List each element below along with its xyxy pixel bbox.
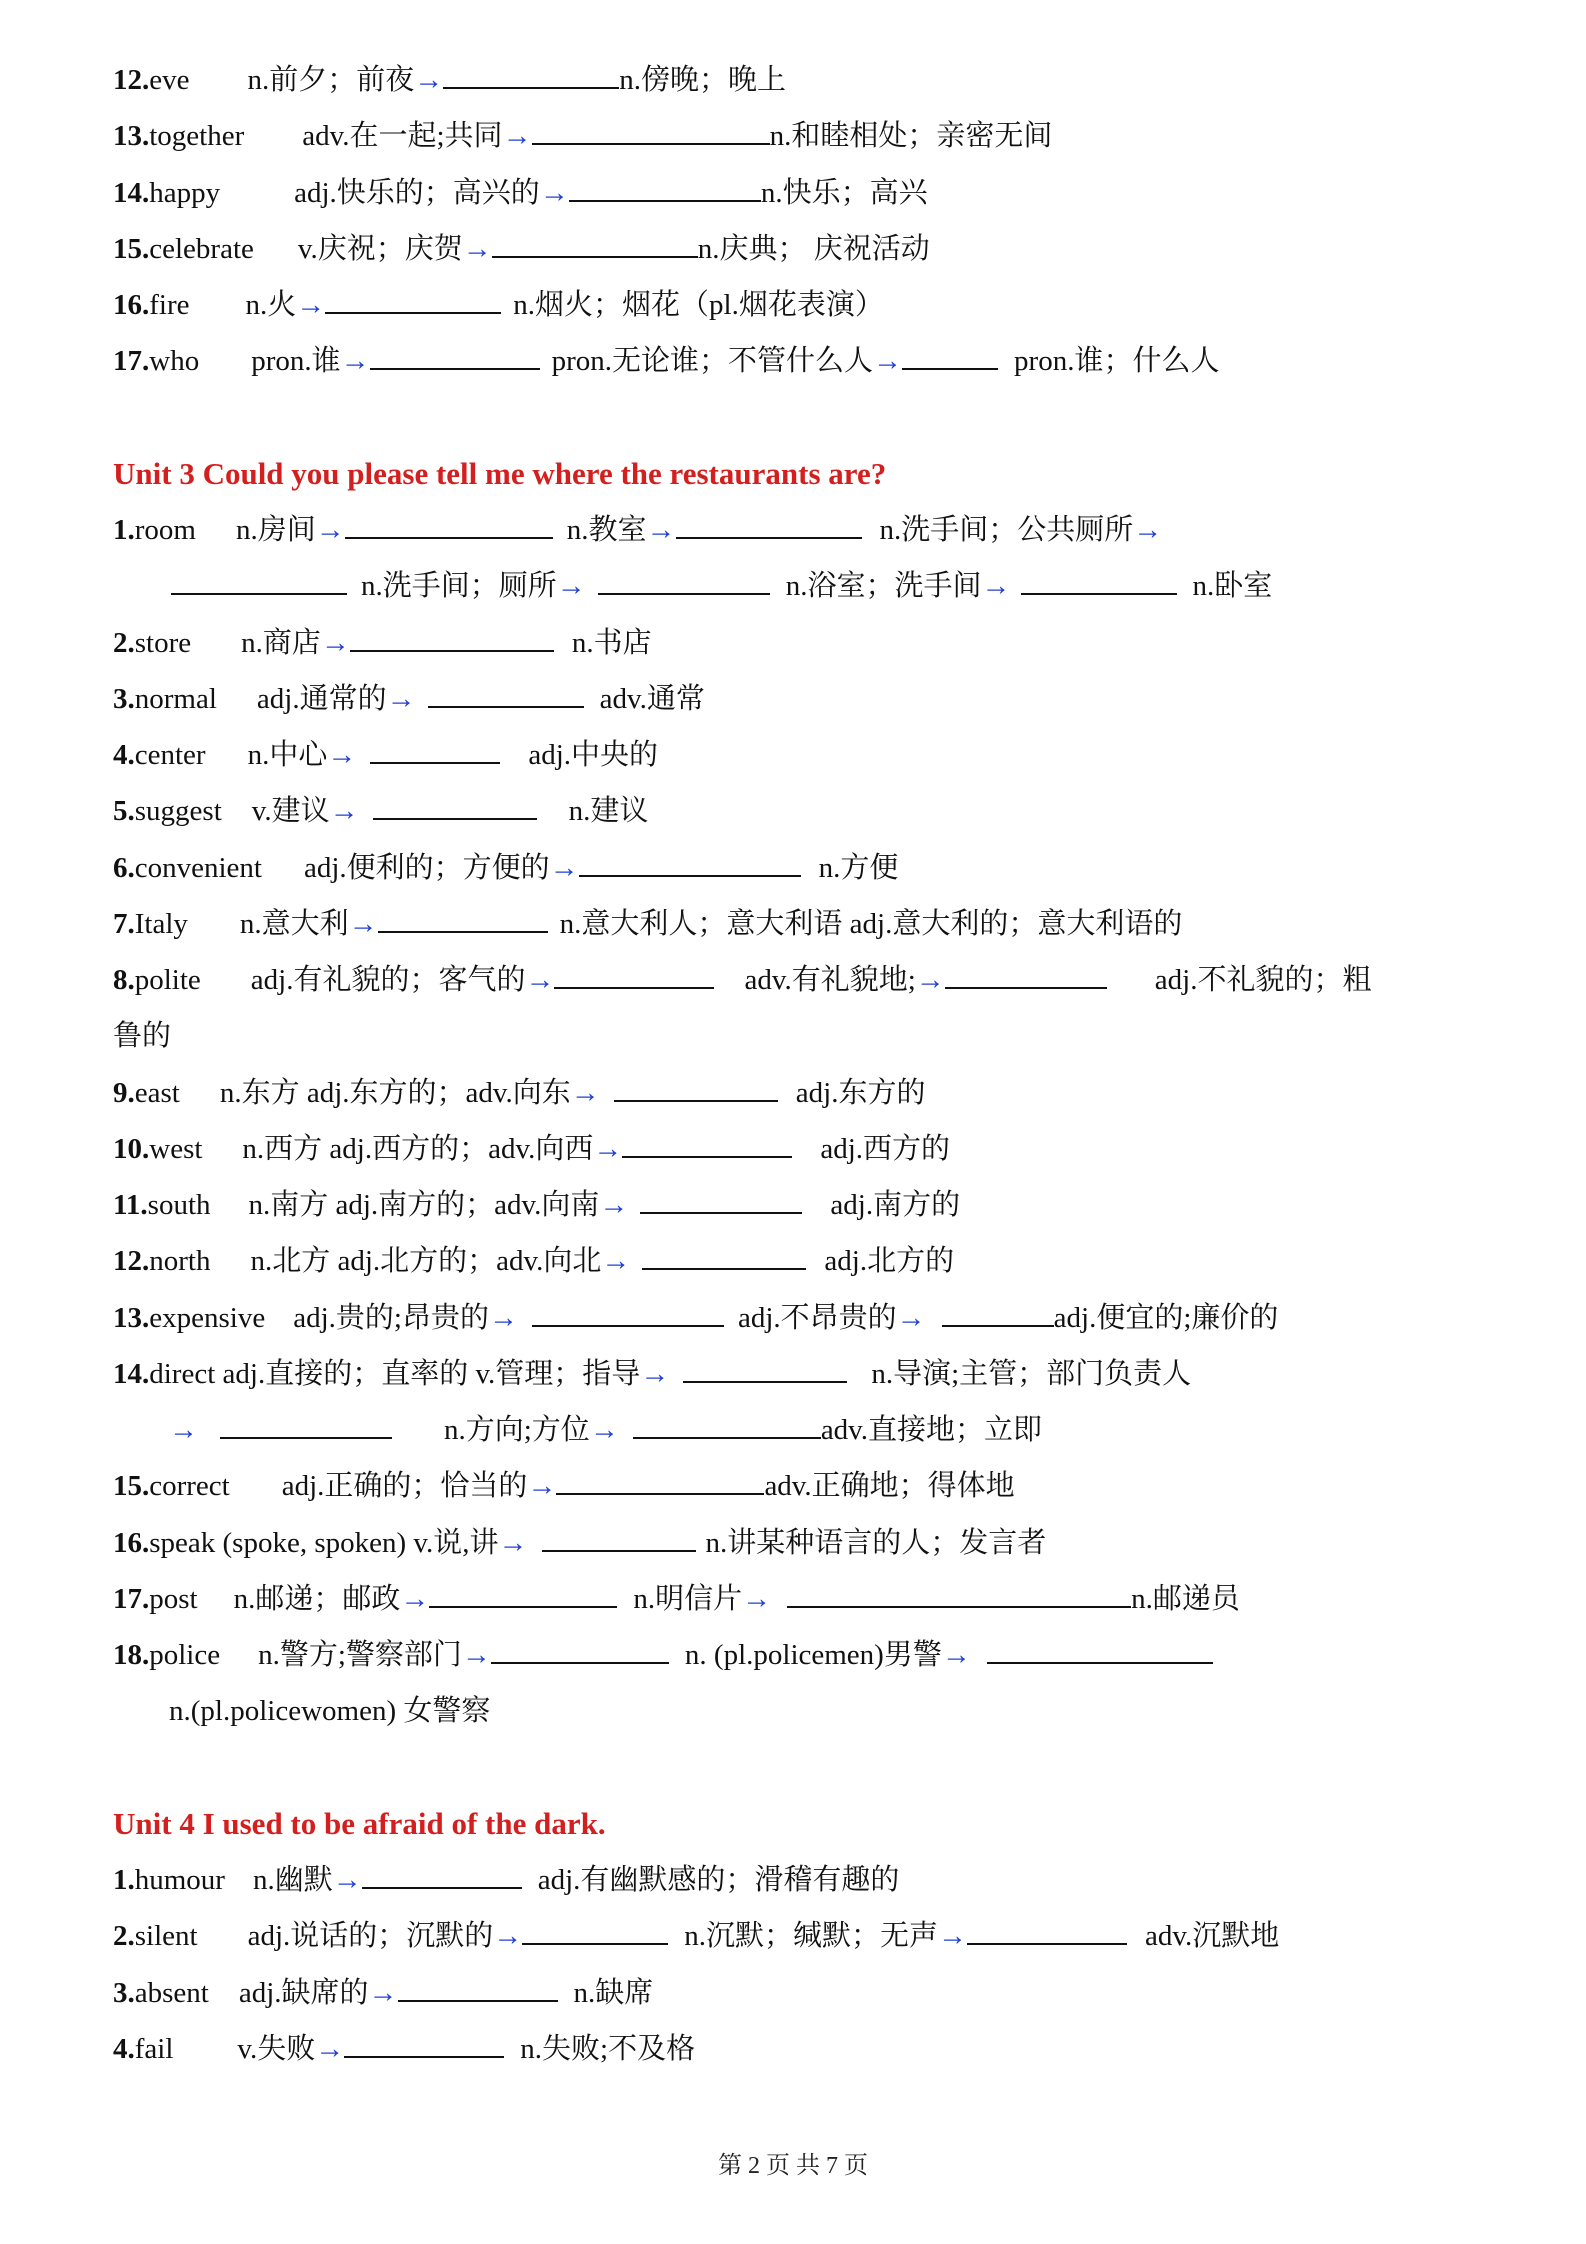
word-text: n.洗手间；公共厕所 xyxy=(879,514,1134,546)
item-number: 8. xyxy=(113,964,135,996)
answer-blank[interactable] xyxy=(676,513,862,539)
answer-blank[interactable] xyxy=(642,1244,806,1270)
word-text: v.失败 xyxy=(237,2032,316,2065)
word-text: speak (spoke, spoken) v.说,讲 xyxy=(149,1526,499,1559)
arrow-icon: → xyxy=(462,232,492,265)
word-text: n.西方 adj.西方的；adv.向西 xyxy=(242,1132,594,1165)
word-text: n.讲某种语言的人；发言者 xyxy=(705,1526,1047,1559)
arrow-icon: → xyxy=(386,682,416,715)
word-text: silent xyxy=(134,1920,198,1953)
vocab-line xyxy=(113,783,1513,839)
blank-line xyxy=(113,390,1513,446)
answer-blank[interactable] xyxy=(902,344,998,370)
word-text: n.东方 adj.东方的；adv.向东 xyxy=(219,1076,571,1109)
unit-heading: Unit 4 I used to be afraid of the dark. xyxy=(113,1805,606,1841)
arrow-icon: → xyxy=(502,120,532,153)
word-text: n.方向;方位 xyxy=(444,1414,590,1446)
vocab-line xyxy=(113,615,1513,671)
arrow-icon: → xyxy=(296,289,326,321)
answer-blank[interactable] xyxy=(492,232,698,258)
word-text: n.洗手间；厕所 xyxy=(361,570,557,603)
word-text: n.前夕；前夜 xyxy=(247,64,415,96)
arrow-icon: → xyxy=(414,64,444,96)
item-number: 16. xyxy=(113,289,150,321)
word-text: n.火 xyxy=(245,289,297,321)
word-text: n.(pl.policewomen) 女警察 xyxy=(169,1695,491,1728)
answer-blank[interactable] xyxy=(522,1919,668,1945)
word-text: center xyxy=(134,739,206,771)
answer-blank[interactable] xyxy=(1021,569,1177,595)
word-text: adv.有礼貌地; xyxy=(744,964,916,996)
arrow-icon: → xyxy=(742,1582,772,1615)
arrow-icon: → xyxy=(327,739,357,771)
word-text: absent xyxy=(134,1976,209,2009)
arrow-icon: → xyxy=(169,1414,198,1446)
item-number: 1. xyxy=(113,1864,135,1896)
vocab-line xyxy=(113,1233,1513,1289)
answer-blank[interactable] xyxy=(987,1638,1213,1664)
word-text: adv.在一起;共同 xyxy=(302,120,503,153)
item-number: 9. xyxy=(113,1076,135,1109)
arrow-icon: → xyxy=(938,1920,968,1953)
word-text: normal xyxy=(134,682,217,715)
answer-blank[interactable] xyxy=(350,626,554,652)
word-text: n.明信片 xyxy=(633,1582,743,1615)
vocab-line xyxy=(113,165,1513,221)
item-number: 14. xyxy=(113,1357,150,1390)
vocab-line xyxy=(113,1008,1513,1064)
word-text: n.意大利 xyxy=(239,907,349,940)
answer-blank[interactable] xyxy=(942,1301,1054,1327)
item-number: 10. xyxy=(113,1132,150,1165)
word-text: adj.快乐的；高兴的 xyxy=(294,176,540,209)
vocab-line xyxy=(113,1065,1513,1121)
answer-blank[interactable] xyxy=(429,1582,617,1608)
answer-blank[interactable] xyxy=(345,513,553,539)
word-text: n.方便 xyxy=(818,851,899,884)
word-text: east xyxy=(134,1076,180,1109)
page-footer: 第 2 页 共 7 页 xyxy=(718,2153,868,2179)
arrow-icon: → xyxy=(873,345,903,378)
word-text: together xyxy=(149,120,245,153)
word-text: adj.东方的 xyxy=(795,1076,926,1109)
vocab-line xyxy=(113,221,1513,277)
word-text: n.商店 xyxy=(241,626,321,659)
word-text: v.建议 xyxy=(251,795,330,828)
word-text: adj.西方的 xyxy=(820,1132,951,1165)
vocab-line xyxy=(113,1908,1513,1964)
word-text: adv.直接地；立即 xyxy=(820,1414,1043,1446)
word-text: adj.缺席的 xyxy=(238,1976,369,2009)
item-number: 18. xyxy=(113,1639,150,1671)
vocab-line xyxy=(113,1346,1513,1402)
word-text: adj.贵的;昂贵的 xyxy=(293,1301,489,1334)
answer-blank[interactable] xyxy=(967,1919,1127,1945)
answer-blank[interactable] xyxy=(532,119,770,145)
arrow-icon: → xyxy=(368,1976,398,2009)
word-text: n.意大利人；意大利语 adj.意大利的；意大利语的 xyxy=(559,907,1183,940)
word-text: adv.正确地；得体地 xyxy=(764,1470,1015,1503)
unit-heading: Unit 3 Could you please tell me where the restaurants are? xyxy=(113,455,887,491)
word-text: adv.沉默地 xyxy=(1145,1920,1280,1953)
word-text: pron.无论谁；不管什么人 xyxy=(551,345,874,378)
arrow-icon: → xyxy=(593,1132,623,1165)
answer-blank[interactable] xyxy=(362,1863,522,1889)
word-text: pron.谁；什么人 xyxy=(1014,345,1220,378)
word-text: humour xyxy=(134,1864,225,1896)
word-text: n.邮递员 xyxy=(1131,1582,1240,1615)
answer-blank[interactable] xyxy=(598,569,770,595)
word-text: n.沉默；缄默；无声 xyxy=(684,1920,939,1953)
word-text: adj.便利的；方便的 xyxy=(303,851,550,884)
word-text: n.和睦相处；亲密无间 xyxy=(769,120,1053,153)
word-text: north xyxy=(149,1245,211,1278)
vocab-line xyxy=(113,840,1513,896)
answer-blank[interactable] xyxy=(554,963,714,989)
answer-blank[interactable] xyxy=(428,682,584,708)
answer-blank[interactable] xyxy=(370,344,540,370)
vocab-line xyxy=(113,108,1513,164)
answer-blank[interactable] xyxy=(378,907,548,933)
item-number: 13. xyxy=(113,1301,150,1334)
arrow-icon: → xyxy=(498,1526,528,1559)
item-number: 3. xyxy=(113,1976,135,2009)
word-text: n.幽默 xyxy=(252,1864,333,1896)
word-text: n.建议 xyxy=(568,795,649,828)
word-text: adj.北方的 xyxy=(824,1245,955,1278)
word-text: n.北方 adj.北方的；adv.向北 xyxy=(250,1245,602,1278)
arrow-icon: → xyxy=(646,514,676,546)
word-text: adj.不昂贵的 xyxy=(737,1301,897,1334)
answer-blank[interactable] xyxy=(683,1357,847,1383)
item-number: 16. xyxy=(113,1526,150,1559)
arrow-icon: → xyxy=(896,1301,926,1334)
item-number: 15. xyxy=(113,1470,150,1503)
answer-blank[interactable] xyxy=(443,63,619,89)
word-text: polite xyxy=(134,964,201,996)
word-text: fail xyxy=(134,2032,174,2065)
item-number: 17. xyxy=(113,345,150,378)
word-text: post xyxy=(149,1582,198,1615)
word-text: expensive xyxy=(149,1301,266,1334)
word-text: direct adj.直接的；直率的 v.管理；指导 xyxy=(149,1357,641,1390)
item-number: 14. xyxy=(113,176,150,209)
arrow-icon: → xyxy=(601,1245,631,1278)
word-text: n.教室 xyxy=(566,514,647,546)
answer-blank[interactable] xyxy=(398,1976,558,2002)
word-text: n.房间 xyxy=(235,514,316,546)
vocab-line xyxy=(113,558,1513,614)
answer-blank[interactable] xyxy=(622,1132,792,1158)
vocab-line xyxy=(113,1571,1513,1627)
blank-line xyxy=(113,1740,1513,1796)
answer-blank[interactable] xyxy=(491,1638,669,1664)
word-text: south xyxy=(147,1189,211,1221)
arrow-icon: → xyxy=(589,1414,619,1446)
arrow-icon: → xyxy=(981,570,1011,603)
word-text: pron.谁 xyxy=(251,345,341,378)
word-text: n.失败;不及格 xyxy=(520,2032,696,2065)
word-text: adj.通常的 xyxy=(256,682,387,715)
item-number: 12. xyxy=(113,64,150,96)
arrow-icon: → xyxy=(941,1639,971,1671)
word-text: adj.有礼貌的；客气的 xyxy=(250,964,526,996)
vocab-line xyxy=(113,1177,1513,1233)
answer-blank[interactable] xyxy=(633,1413,821,1439)
vocab-line xyxy=(113,2021,1513,2077)
word-text: n.书店 xyxy=(571,626,652,659)
vocab-line xyxy=(113,1290,1513,1346)
arrow-icon: → xyxy=(329,795,359,828)
word-text: celebrate xyxy=(149,232,254,265)
arrow-icon: → xyxy=(332,1864,362,1896)
answer-blank[interactable] xyxy=(542,1526,696,1552)
answer-blank[interactable] xyxy=(344,2032,504,2058)
vocab-line xyxy=(113,952,1513,1008)
word-text: n.烟火；烟花（pl.烟花表演） xyxy=(513,289,884,321)
word-text: adj.不礼貌的；粗 xyxy=(1154,964,1372,996)
arrow-icon: → xyxy=(539,176,569,209)
answer-blank[interactable] xyxy=(569,176,761,202)
arrow-icon: → xyxy=(556,570,586,603)
arrow-icon: → xyxy=(320,626,350,659)
vocab-line xyxy=(113,1627,1513,1683)
answer-blank[interactable] xyxy=(787,1582,1131,1608)
vocab-line xyxy=(113,671,1513,727)
vocab-line xyxy=(113,1852,1513,1908)
item-number: 3. xyxy=(113,682,135,715)
item-number: 4. xyxy=(113,739,135,771)
answer-blank[interactable] xyxy=(532,1301,724,1327)
word-text: west xyxy=(149,1132,203,1165)
word-text: adj.南方的 xyxy=(830,1189,961,1221)
item-number: 2. xyxy=(113,1920,135,1953)
word-text: Italy xyxy=(134,907,188,940)
word-text: convenient xyxy=(134,851,262,884)
word-text: happy xyxy=(149,176,221,209)
answer-blank[interactable] xyxy=(945,963,1107,989)
item-number: 4. xyxy=(113,2032,135,2065)
word-text: n.快乐；高兴 xyxy=(760,176,928,209)
answer-blank[interactable] xyxy=(325,288,501,314)
word-text: adj.中央的 xyxy=(528,739,659,771)
word-text: n.庆典； 庆祝活动 xyxy=(697,232,930,265)
word-text: n.卧室 xyxy=(1192,570,1273,603)
word-text: correct xyxy=(149,1470,230,1503)
answer-blank[interactable] xyxy=(556,1469,764,1495)
word-text: adj.有幽默感的；滑稽有趣的 xyxy=(537,1864,900,1896)
word-text: suggest xyxy=(134,795,222,828)
item-number: 12. xyxy=(113,1245,150,1278)
item-number: 7. xyxy=(113,907,135,940)
word-text: adj.正确的；恰当的 xyxy=(281,1470,528,1503)
word-text: fire xyxy=(149,289,190,321)
word-text: eve xyxy=(149,64,190,96)
answer-blank[interactable] xyxy=(171,569,347,595)
word-text: n.浴室；洗手间 xyxy=(785,570,982,603)
arrow-icon: → xyxy=(640,1357,670,1390)
arrow-icon: → xyxy=(400,1582,430,1615)
arrow-icon: → xyxy=(599,1189,629,1221)
answer-blank[interactable] xyxy=(370,738,500,764)
word-text: 鲁的 xyxy=(113,1020,172,1053)
item-number: 5. xyxy=(113,795,135,828)
word-text: n.导演;主管；部门负责人 xyxy=(871,1357,1192,1390)
item-number: 6. xyxy=(113,851,135,884)
word-text: adj.说话的；沉默的 xyxy=(247,1920,494,1953)
vocab-line xyxy=(113,1965,1513,2021)
arrow-icon: → xyxy=(488,1301,518,1334)
word-text: police xyxy=(149,1639,221,1671)
item-number: 13. xyxy=(113,120,150,153)
word-text: store xyxy=(134,626,192,659)
vocab-line xyxy=(113,1515,1513,1571)
answer-blank[interactable] xyxy=(579,851,801,877)
vocab-line xyxy=(113,896,1513,952)
vocab-line xyxy=(113,502,1513,558)
vocab-line xyxy=(113,52,1513,108)
arrow-icon: → xyxy=(315,2032,345,2065)
arrow-icon: → xyxy=(915,964,945,996)
answer-blank[interactable] xyxy=(640,1188,802,1214)
arrow-icon: → xyxy=(493,1920,523,1953)
vocab-line xyxy=(113,1402,1513,1458)
item-number: 2. xyxy=(113,626,135,659)
vocab-line xyxy=(113,1121,1513,1177)
word-text: n. (pl.policemen)男警 xyxy=(684,1639,942,1671)
answer-blank[interactable] xyxy=(220,1413,392,1439)
arrow-icon: → xyxy=(525,964,555,996)
answer-blank[interactable] xyxy=(373,794,537,820)
word-text: n.南方 adj.南方的；adv.向南 xyxy=(248,1189,600,1221)
arrow-icon: → xyxy=(340,345,370,378)
arrow-icon: → xyxy=(461,1639,491,1671)
arrow-icon: → xyxy=(549,851,579,884)
arrow-icon: → xyxy=(570,1076,600,1109)
item-number: 15. xyxy=(113,232,150,265)
word-text: adj.便宜的;廉价的 xyxy=(1053,1301,1279,1334)
arrow-icon: → xyxy=(315,514,345,546)
vocab-line xyxy=(113,333,1513,389)
word-text: n.中心 xyxy=(247,739,328,771)
arrow-icon: → xyxy=(348,907,378,940)
answer-blank[interactable] xyxy=(614,1076,778,1102)
vocab-line xyxy=(113,1683,1513,1739)
word-text: n.警方;警察部门 xyxy=(258,1639,462,1671)
arrow-icon: → xyxy=(527,1470,557,1503)
vocab-line xyxy=(113,727,1513,783)
word-text: room xyxy=(134,514,196,546)
word-text: n.缺席 xyxy=(573,1976,654,2009)
item-number: 17. xyxy=(113,1582,150,1615)
vocab-line xyxy=(113,1458,1513,1514)
arrow-icon: → xyxy=(1133,514,1163,546)
item-number: 11. xyxy=(113,1189,148,1221)
vocab-line xyxy=(113,277,1513,333)
word-text: who xyxy=(149,345,200,378)
word-text: adv.通常 xyxy=(599,682,705,715)
item-number: 1. xyxy=(113,514,135,546)
word-text: v.庆祝；庆贺 xyxy=(297,232,463,265)
word-text: n.邮递；邮政 xyxy=(233,1582,401,1615)
word-text: n.傍晚；晚上 xyxy=(619,64,787,96)
